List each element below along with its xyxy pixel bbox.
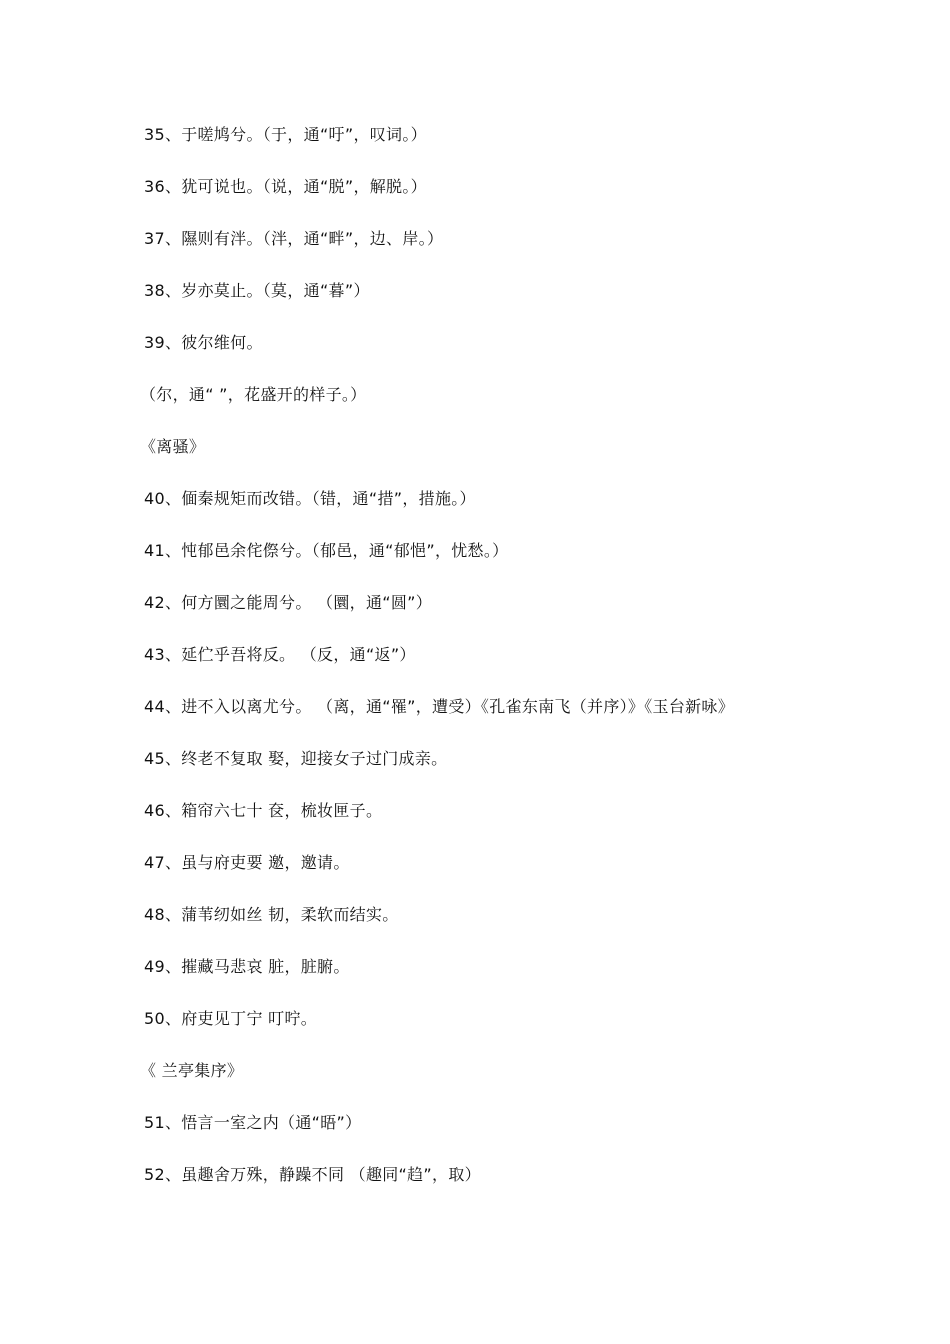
text-line-38: 38、岁亦莫止。（莫，通“暮”） <box>144 281 370 300</box>
text-line-51: 51、悟言一室之内（通“晤”） <box>144 1113 362 1132</box>
text-line-50: 50、府吏见丁宁 叮咛。 <box>144 1009 318 1028</box>
text-line-47: 47、虽与府吏要 邀，邀请。 <box>144 853 350 872</box>
text-line-44: 44、进不入以离尤兮。 （离，通“罹”，遭受）《孔雀东南飞（并序）》《玉台新咏》 <box>144 697 735 716</box>
text-line-39-note: （尔，通“ ”，花盛开的样子。） <box>140 385 367 404</box>
text-line-36: 36、犹可说也。（说，通“脱”，解脱。） <box>144 177 427 196</box>
text-line-43: 43、延伫乎吾将反。 （反，通“返”） <box>144 645 416 664</box>
text-line-46: 46、箱帘六七十 奁，梳妆匣子。 <box>144 801 383 820</box>
text-line-48: 48、蒲苇纫如丝 韧，柔软而结实。 <box>144 905 399 924</box>
text-line-40: 40、偭秦规矩而改错。（错，通“措”，措施。） <box>144 489 476 508</box>
text-line-35: 35、于嗟鸠兮。（于，通“吁”，叹词。） <box>144 125 427 144</box>
text-line-41: 41、忳郁邑余侘傺兮。（郁邑，通“郁悒”，忧愁。） <box>144 541 509 560</box>
text-line-52: 52、虽趣舍万殊，静躁不同 （趣同“趋”，取） <box>144 1165 481 1184</box>
text-line-45: 45、终老不复取 娶，迎接女子过门成亲。 <box>144 749 448 768</box>
text-line-39: 39、彼尔维何。 <box>144 333 263 352</box>
text-line-49: 49、摧藏马悲哀 脏，脏腑。 <box>144 957 350 976</box>
text-line-42: 42、何方圜之能周兮。 （圜，通“圆”） <box>144 593 433 612</box>
section-heading-lisao: 《离骚》 <box>140 437 206 456</box>
text-line-37: 37、隰则有泮。（泮，通“畔”，边、岸。） <box>144 229 444 248</box>
section-heading-lantingjixu: 《 兰亭集序》 <box>140 1061 244 1080</box>
